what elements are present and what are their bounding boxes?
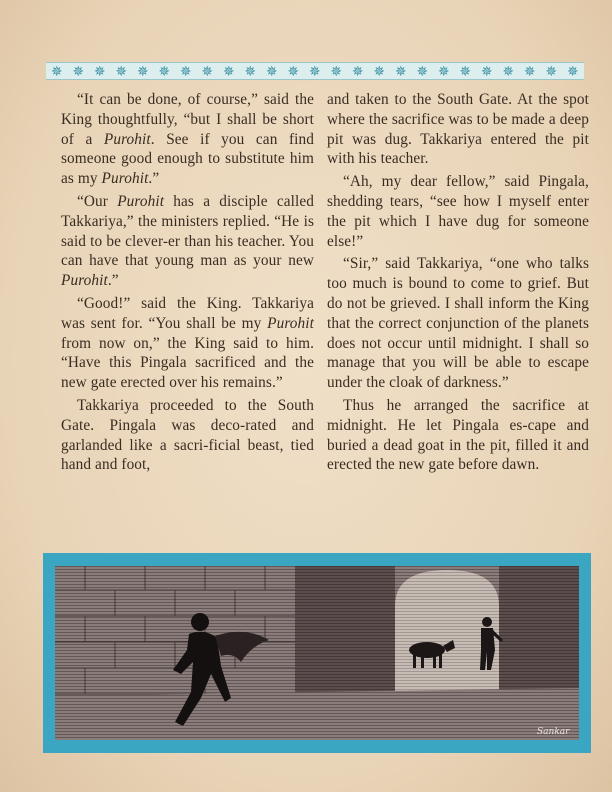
paragraph <box>61 192 314 291</box>
illustration <box>55 566 579 740</box>
border-ornament-icon: ✵ <box>72 64 85 80</box>
border-ornament-icon: ✵ <box>351 64 364 80</box>
text-run: .” <box>107 272 119 290</box>
artist-signature: Sankar <box>537 727 570 737</box>
ground <box>55 688 579 740</box>
border-ornament-icon: ✵ <box>222 64 235 80</box>
italic-term: Purohit <box>103 130 151 148</box>
right-wall <box>499 566 579 696</box>
paragraph <box>327 254 589 393</box>
paragraph <box>61 294 314 393</box>
text-run: from now on,” the King said to him. “Have this Pingala sacrificed and the new gate erected over his remains.” <box>61 334 314 392</box>
border-ornament-icon: ✵ <box>158 64 171 80</box>
right-text-column <box>327 90 589 475</box>
gate-pillar <box>295 566 395 696</box>
paragraph <box>61 90 314 189</box>
italic-term: Purohit <box>267 314 314 332</box>
illustration-frame <box>43 553 591 753</box>
border-ornament-icon: ✵ <box>308 64 321 80</box>
left-text-column <box>61 90 314 475</box>
text-run: “Good!” said the King. Takkariya was sent for. “You shall be my <box>61 294 314 332</box>
paragraph <box>327 90 589 169</box>
italic-term: Purohit <box>101 170 149 188</box>
border-ornament-icon: ✵ <box>566 64 579 80</box>
border-ornament-icon: ✵ <box>136 64 149 80</box>
decorative-border <box>46 62 584 80</box>
border-ornament-icon: ✵ <box>416 64 429 80</box>
paragraph <box>327 172 589 251</box>
italic-term: Purohit <box>61 272 108 290</box>
text-run: “Our <box>77 192 118 210</box>
border-ornament-icon: ✵ <box>459 64 472 80</box>
text-run: Takkariya proceeded to the South Gate. Pingala was deco-rated and garlanded like a sacri-ficial beast, tied hand and foot, <box>61 396 314 474</box>
border-ornament-icon: ✵ <box>179 64 192 80</box>
border-ornament-icon: ✵ <box>394 64 407 80</box>
text-run: . See if you can find someone good enough to substitute him as my <box>61 130 314 188</box>
text-run: “It can be done, of course,” said the King thoughtfully, “but I shall be short of a <box>61 91 314 148</box>
border-ornament-icon: ✵ <box>244 64 257 80</box>
paragraph <box>327 396 589 475</box>
border-ornament-icon: ✵ <box>437 64 450 80</box>
border-ornament-icon: ✵ <box>265 64 278 80</box>
paragraph <box>61 396 314 475</box>
border-ornament-icon: ✵ <box>502 64 515 80</box>
border-ornament-icon: ✵ <box>373 64 386 80</box>
border-ornament-icon: ✵ <box>50 64 63 80</box>
border-ornament-icon: ✵ <box>545 64 558 80</box>
border-ornament-icon: ✵ <box>201 64 214 80</box>
border-ornament-icon: ✵ <box>93 64 106 80</box>
text-run: .” <box>148 170 160 188</box>
border-ornament-icon: ✵ <box>330 64 343 80</box>
text-run: has a disciple called Takkariya,” the ministers replied. “He is said to be clever-er than his teacher. You can have that young man as your new <box>61 192 315 270</box>
text-run: “Ah, my dear fellow,” said Pingala, shedding tears, “see how I myself enter the pit which I have dug for someone else!” <box>327 173 589 250</box>
text-run: “Sir,” said Takkariya, “one who talks too much is bound to come to grief. But do not be grieved. I shall inform the King that the correct conjunction of the planets does not occur until midnight. I shall so manage that you will be able to escape under the cloak of darkness.” <box>327 255 589 392</box>
border-ornament-icon: ✵ <box>523 64 536 80</box>
border-ornament-icon: ✵ <box>480 64 493 80</box>
border-ornament-icon: ✵ <box>287 64 300 80</box>
italic-term: Purohit <box>117 192 165 210</box>
text-run: Thus he arranged the sacrifice at midnight. He let Pingala es-cape and buried a dead goat in the pit, filled it and erected the new gate before dawn. <box>327 396 589 474</box>
border-ornament-icon: ✵ <box>115 64 128 80</box>
text-run: and taken to the South Gate. At the spot where the sacrifice was to be made a deep pit was dug. Takkariya entered the pit with his teacher. <box>327 91 589 168</box>
